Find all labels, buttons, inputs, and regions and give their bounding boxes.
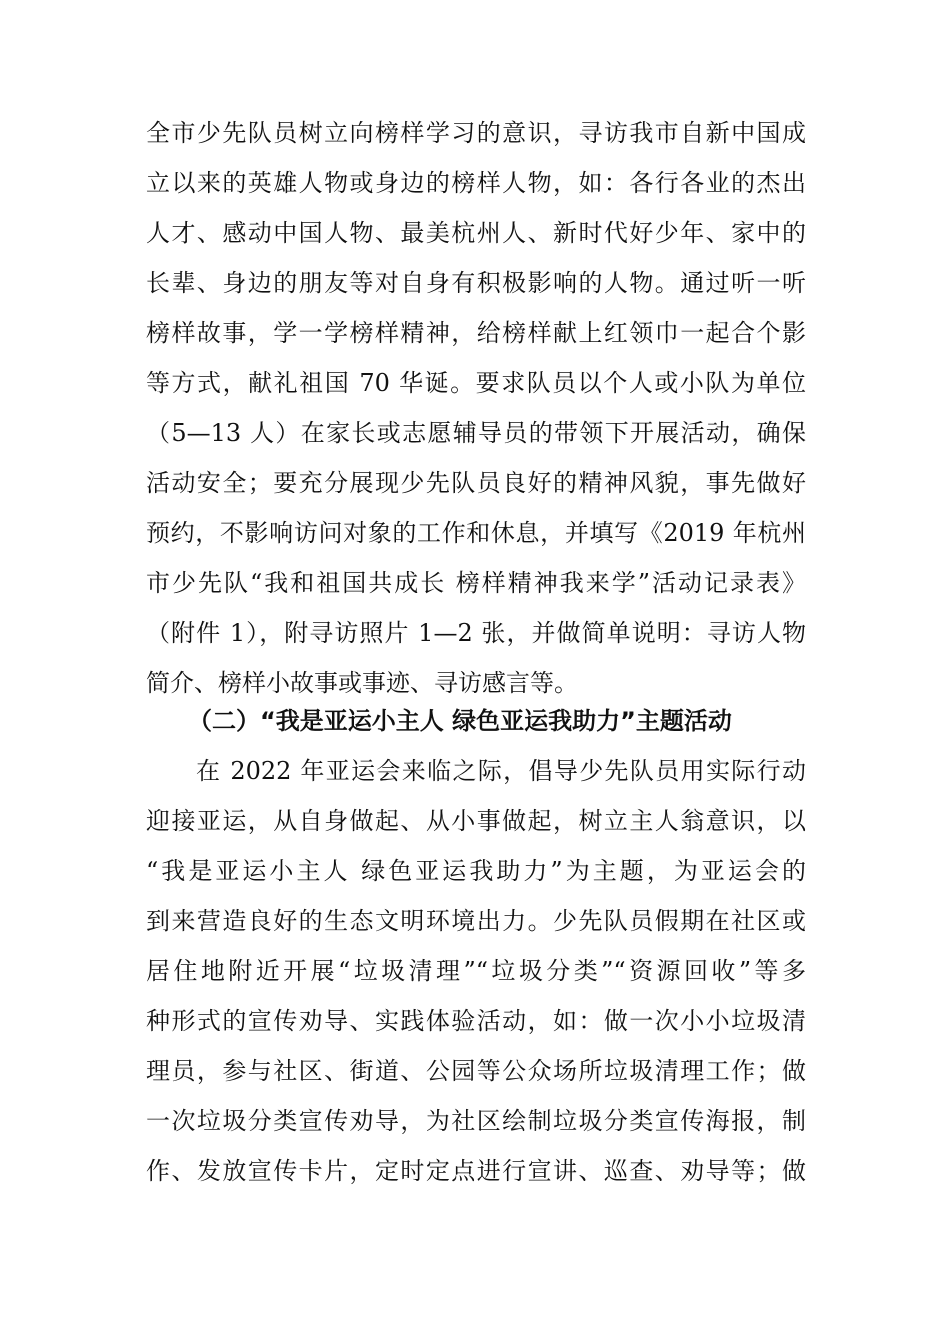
paragraph-line: 在 2022 年亚运会来临之际，倡导少先队员用实际行动	[196, 757, 806, 785]
paragraph-line: 居住地附近开展“垃圾清理”“垃圾分类”“资源回收”等多	[146, 957, 806, 985]
paragraph-line: “我是亚运小主人 绿色亚运我助力”为主题，为亚运会的	[146, 857, 806, 885]
paragraph-line: 长辈、身边的朋友等对自身有积极影响的人物。通过听一听	[146, 269, 806, 297]
paragraph-line: 全市少先队员树立向榜样学习的意识，寻访我市自新中国成	[146, 119, 806, 147]
paragraph-line: 立以来的英雄人物或身边的榜样人物，如：各行各业的杰出	[146, 169, 806, 197]
paragraph-line: 人才、感动中国人物、最美杭州人、新时代好少年、家中的	[146, 219, 806, 247]
paragraph-line: 迎接亚运，从自身做起、从小事做起，树立主人翁意识，以	[146, 807, 806, 835]
paragraph-line: 到来营造良好的生态文明环境出力。少先队员假期在社区或	[146, 907, 806, 935]
paragraph-line: 榜样故事，学一学榜样精神，给榜样献上红领巾一起合个影	[146, 319, 806, 347]
paragraph-line: 种形式的宣传劝导、实践体验活动，如：做一次小小垃圾清	[146, 1007, 806, 1035]
paragraph-line: 等方式，献礼祖国 70 华诞。要求队员以个人或小队为单位	[146, 369, 806, 397]
paragraph-line: 一次垃圾分类宣传劝导，为社区绘制垃圾分类宣传海报，制	[146, 1107, 806, 1135]
paragraph-line: （5—13 人）在家长或志愿辅导员的带领下开展活动，确保	[146, 419, 806, 447]
paragraph-line: （附件 1），附寻访照片 1—2 张，并做简单说明：寻访人物	[146, 619, 806, 647]
paragraph-line: 活动安全；要充分展现少先队员良好的精神风貌，事先做好	[146, 469, 806, 497]
paragraph-line: 作、发放宣传卡片，定时定点进行宣讲、巡查、劝导等；做	[146, 1157, 806, 1185]
paragraph-line: 预约，不影响访问对象的工作和休息，并填写《2019 年杭州	[146, 519, 806, 547]
paragraph-line: 简介、榜样小故事或事迹、寻访感言等。	[146, 669, 578, 697]
paragraph-line: 市少先队“我和祖国共成长 榜样精神我来学”活动记录表》	[146, 569, 806, 597]
section-heading: （二）“我是亚运小主人 绿色亚运我助力”主题活动	[188, 707, 732, 735]
paragraph-line: 理员，参与社区、街道、公园等公众场所垃圾清理工作；做	[146, 1057, 806, 1085]
